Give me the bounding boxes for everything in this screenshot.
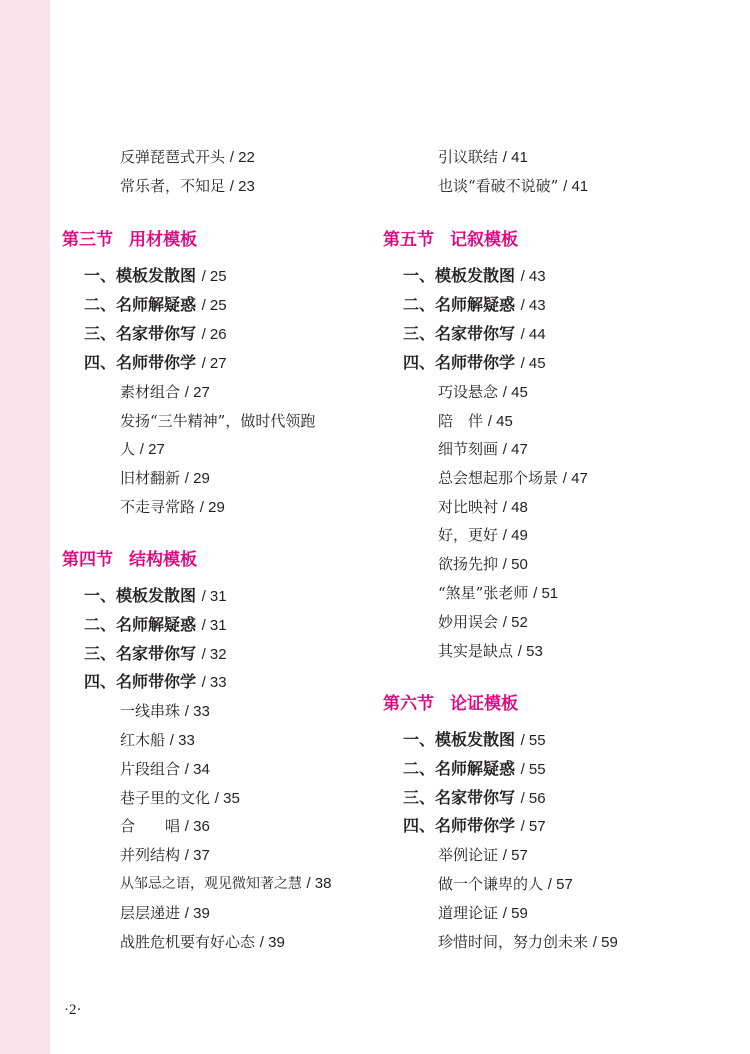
entry-title: 并列结构 bbox=[120, 846, 181, 864]
toc-entry[interactable] bbox=[438, 380, 528, 404]
entry-title: 从邹忌之语，观见微知著之慧 bbox=[120, 876, 302, 892]
section-heading-3[interactable] bbox=[62, 228, 197, 252]
toc-entry[interactable] bbox=[120, 380, 210, 404]
entry-title: 红木船 bbox=[120, 731, 166, 749]
entry-page: / 59 bbox=[592, 934, 618, 951]
entry-title: 也谈“看破不说破” bbox=[438, 177, 559, 195]
entry-title: 二、名师解疑惑 bbox=[84, 295, 197, 314]
toc-entry[interactable] bbox=[438, 466, 588, 490]
entry-title: 一、模板发散图 bbox=[84, 266, 197, 285]
entry-title: 反弹琵琶式开头 bbox=[120, 148, 226, 166]
entry-title: 其实是缺点 bbox=[438, 642, 514, 660]
entry-page: / 51 bbox=[533, 585, 559, 602]
section-number: 第五节 bbox=[383, 230, 434, 250]
toc-entry[interactable] bbox=[84, 293, 227, 317]
entry-page: / 39 bbox=[259, 934, 285, 951]
entry-title: 四、名师带你学 bbox=[403, 353, 516, 372]
entry-title: 道理论证 bbox=[438, 904, 499, 922]
entry-page: / 57 bbox=[502, 847, 528, 864]
entry-page: / 36 bbox=[184, 818, 210, 835]
entry-title: 总会想起那个场景 bbox=[438, 469, 559, 487]
entry-title: 对比映衬 bbox=[438, 498, 499, 516]
entry-title: 三、名家带你写 bbox=[84, 644, 197, 663]
entry-page: / 45 bbox=[502, 384, 528, 401]
entry-title: 层层递进 bbox=[120, 904, 181, 922]
entry-title: 战胜危机要有好心态 bbox=[120, 933, 256, 951]
entry-page: / 55 bbox=[520, 732, 546, 749]
entry-title: 常乐者，不知足 bbox=[120, 177, 226, 195]
entry-title: 细节刻画 bbox=[438, 440, 499, 458]
toc-entry[interactable] bbox=[120, 930, 285, 954]
entry-title: 素材组合 bbox=[120, 383, 181, 401]
toc-entry[interactable] bbox=[438, 872, 573, 896]
section-heading-5[interactable] bbox=[383, 228, 518, 252]
entry-title: 合 唱 bbox=[120, 817, 181, 835]
entry-title: 不走寻常路 bbox=[120, 498, 196, 516]
section-title: 用材模板 bbox=[129, 230, 197, 250]
entry-page: / 32 bbox=[201, 646, 227, 663]
entry-page: / 23 bbox=[229, 178, 255, 195]
toc-entry[interactable] bbox=[84, 584, 227, 608]
entry-title: 发扬“三牛精神”，做时代领跑 bbox=[120, 412, 316, 430]
toc-entry[interactable] bbox=[438, 495, 528, 519]
page-margin-band bbox=[0, 0, 50, 1054]
entry-page: / 49 bbox=[502, 527, 528, 544]
entry-page: / 47 bbox=[502, 441, 528, 458]
entry-title: 陪 伴 bbox=[438, 412, 484, 430]
entry-page: / 57 bbox=[547, 876, 573, 893]
toc-entry[interactable] bbox=[120, 728, 195, 752]
entry-title: 二、名师解疑惑 bbox=[84, 615, 197, 634]
section-title: 记叙模板 bbox=[450, 230, 518, 250]
toc-entry[interactable] bbox=[438, 552, 528, 576]
entry-title: 巧设悬念 bbox=[438, 383, 499, 401]
entry-page: / 55 bbox=[520, 761, 546, 778]
toc-entry[interactable] bbox=[403, 814, 546, 838]
entry-title: 巷子里的文化 bbox=[120, 789, 211, 807]
toc-entry[interactable] bbox=[84, 670, 227, 694]
toc-entry[interactable] bbox=[84, 264, 227, 288]
entry-page: / 37 bbox=[184, 847, 210, 864]
entry-page: / 47 bbox=[562, 470, 588, 487]
toc-entry[interactable] bbox=[84, 322, 227, 346]
entry-page: / 44 bbox=[520, 326, 546, 343]
entry-title: 引议联结 bbox=[438, 148, 499, 166]
entry-page: / 57 bbox=[520, 818, 546, 835]
entry-page: / 25 bbox=[201, 297, 227, 314]
entry-page: / 56 bbox=[520, 790, 546, 807]
entry-page: / 38 bbox=[306, 875, 332, 892]
page-number: ·2· bbox=[64, 1002, 82, 1018]
toc-entry[interactable] bbox=[120, 437, 165, 461]
toc-entry[interactable] bbox=[403, 264, 546, 288]
entry-title: 妙用误会 bbox=[438, 613, 499, 631]
toc-entry[interactable] bbox=[403, 322, 546, 346]
section-number: 第六节 bbox=[383, 694, 434, 714]
toc-entry[interactable] bbox=[84, 351, 227, 375]
entry-page: / 31 bbox=[201, 588, 227, 605]
entry-page: / 59 bbox=[502, 905, 528, 922]
toc-entry[interactable] bbox=[438, 437, 528, 461]
entry-page: / 22 bbox=[229, 149, 255, 166]
entry-page: / 33 bbox=[201, 674, 227, 691]
section-heading-4[interactable] bbox=[62, 548, 197, 572]
entry-page: / 34 bbox=[184, 761, 210, 778]
entry-title: “煞星”张老师 bbox=[438, 584, 529, 602]
entry-title: 一、模板发散图 bbox=[84, 586, 197, 605]
entry-page: / 33 bbox=[169, 732, 195, 749]
section-heading-6[interactable] bbox=[383, 692, 518, 716]
toc-entry[interactable] bbox=[84, 642, 227, 666]
entry-page: / 27 bbox=[139, 441, 165, 458]
toc-entry[interactable] bbox=[438, 930, 618, 954]
toc-entry[interactable] bbox=[120, 466, 210, 490]
entry-page: / 27 bbox=[184, 384, 210, 401]
toc-entry[interactable] bbox=[120, 174, 255, 198]
entry-title: 人 bbox=[120, 440, 136, 458]
toc-entry[interactable] bbox=[438, 523, 528, 547]
entry-title: 好，更好 bbox=[438, 526, 499, 544]
entry-title: 四、名师带你学 bbox=[403, 816, 516, 835]
toc-entry[interactable] bbox=[438, 145, 528, 169]
toc-entry[interactable] bbox=[120, 814, 210, 838]
entry-title: 片段组合 bbox=[120, 760, 181, 778]
toc-entry[interactable] bbox=[438, 901, 528, 925]
section-number: 第三节 bbox=[62, 230, 113, 250]
toc-entry[interactable] bbox=[438, 610, 528, 634]
entry-page: / 50 bbox=[502, 556, 528, 573]
entry-page: / 48 bbox=[502, 499, 528, 516]
entry-page: / 53 bbox=[517, 643, 543, 660]
toc-entry[interactable] bbox=[403, 351, 546, 375]
section-title: 论证模板 bbox=[450, 694, 518, 714]
toc-entry[interactable] bbox=[120, 409, 315, 433]
toc-entry[interactable] bbox=[438, 843, 528, 867]
entry-title: 举例论证 bbox=[438, 846, 499, 864]
toc-entry[interactable] bbox=[403, 757, 546, 781]
entry-title: 二、名师解疑惑 bbox=[403, 759, 516, 778]
toc-entry[interactable] bbox=[438, 409, 513, 433]
entry-title: 欲扬先抑 bbox=[438, 555, 499, 573]
section-number: 第四节 bbox=[62, 550, 113, 570]
entry-page: / 27 bbox=[201, 355, 227, 372]
toc-entry[interactable] bbox=[438, 174, 588, 198]
entry-title: 二、名师解疑惑 bbox=[403, 295, 516, 314]
toc-entry[interactable] bbox=[120, 699, 210, 723]
toc-entry[interactable] bbox=[120, 786, 240, 810]
entry-title: 四、名师带你学 bbox=[84, 672, 197, 691]
entry-page: / 52 bbox=[502, 614, 528, 631]
entry-page: / 45 bbox=[520, 355, 546, 372]
entry-page: / 43 bbox=[520, 297, 546, 314]
toc-entry[interactable] bbox=[403, 728, 546, 752]
toc-entry[interactable] bbox=[438, 581, 558, 605]
toc-entry[interactable] bbox=[403, 293, 546, 317]
entry-title: 旧材翻新 bbox=[120, 469, 181, 487]
entry-page: / 31 bbox=[201, 617, 227, 634]
entry-page: / 26 bbox=[201, 326, 227, 343]
entry-page: / 43 bbox=[520, 268, 546, 285]
toc-entry[interactable] bbox=[120, 901, 210, 925]
entry-page: / 33 bbox=[184, 703, 210, 720]
toc-entry[interactable] bbox=[120, 757, 210, 781]
entry-page: / 39 bbox=[184, 905, 210, 922]
entry-page: / 35 bbox=[214, 790, 240, 807]
entry-page: / 25 bbox=[201, 268, 227, 285]
toc-entry[interactable] bbox=[120, 872, 331, 896]
toc-entry[interactable] bbox=[120, 145, 255, 169]
entry-title: 一线串珠 bbox=[120, 702, 181, 720]
entry-page: / 29 bbox=[199, 499, 225, 516]
toc-entry[interactable] bbox=[120, 495, 225, 519]
entry-title: 做一个谦卑的人 bbox=[438, 875, 544, 893]
entry-page: / 45 bbox=[487, 413, 513, 430]
entry-title: 四、名师带你学 bbox=[84, 353, 197, 372]
toc-entry[interactable] bbox=[120, 843, 210, 867]
entry-page: / 41 bbox=[563, 178, 589, 195]
toc-entry[interactable] bbox=[438, 639, 543, 663]
entry-title: 三、名家带你写 bbox=[403, 324, 516, 343]
entry-title: 一、模板发散图 bbox=[403, 266, 516, 285]
entry-page: / 41 bbox=[502, 149, 528, 166]
entry-title: 一、模板发散图 bbox=[403, 730, 516, 749]
entry-title: 珍惜时间，努力创未来 bbox=[438, 933, 589, 951]
entry-title: 三、名家带你写 bbox=[403, 788, 516, 807]
toc-entry[interactable] bbox=[403, 786, 546, 810]
section-title: 结构模板 bbox=[129, 550, 197, 570]
entry-page: / 29 bbox=[184, 470, 210, 487]
entry-title: 三、名家带你写 bbox=[84, 324, 197, 343]
toc-entry[interactable] bbox=[84, 613, 227, 637]
